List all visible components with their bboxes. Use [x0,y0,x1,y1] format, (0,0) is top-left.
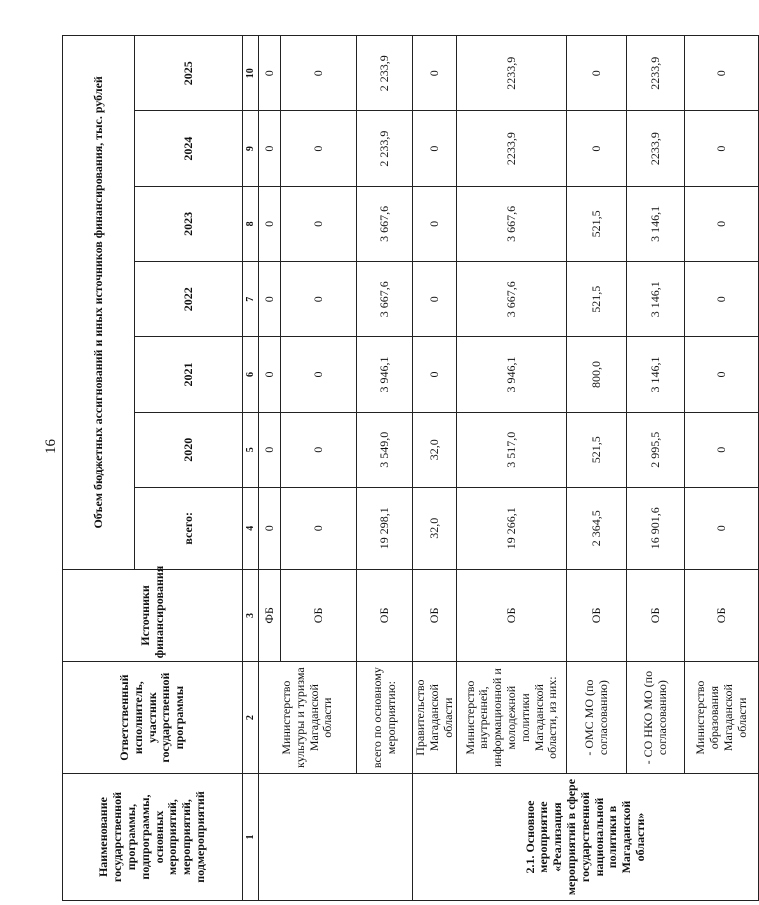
column-number: 2 [243,662,259,774]
source-cell: ОБ [281,569,357,662]
executor-cell: Министерство образования Магаданской области [685,662,759,774]
table-row [413,36,457,901]
value-cell: 0 [685,111,759,186]
value-cell: 0 [413,337,457,412]
value-cell: 0 [685,487,759,569]
value-cell: 32,0 [413,412,457,487]
financing-table [62,35,759,901]
value-cell: 0 [281,36,357,111]
value-cell: 3 517,0 [457,412,567,487]
header-year: 2022 [135,262,243,337]
header-name: Наименование государственной программы, подпрограммы, основных мероприятий, мероприятий, подмероприятий [63,774,243,901]
header-year: 2025 [135,36,243,111]
value-cell: 2 995,5 [627,412,685,487]
source-cell: ОБ [627,569,685,662]
value-cell: 521,5 [567,186,627,261]
value-cell: 3 146,1 [627,337,685,412]
value-cell: 0 [567,111,627,186]
header-year: 2020 [135,412,243,487]
header-funding-group: Объем бюджетных ассигнований и иных источников финансирования, тыс. рублей [63,36,135,570]
header-source: Источники финансирования [63,569,243,662]
value-cell: 0 [685,412,759,487]
value-cell: 0 [413,36,457,111]
value-cell: 2233,9 [627,36,685,111]
value-cell: 2233,9 [457,36,567,111]
column-number: 1 [243,774,259,901]
value-cell: 0 [259,36,281,111]
rotated-table-container [62,35,749,901]
value-cell: 521,5 [567,262,627,337]
value-cell: 0 [413,262,457,337]
column-number: 10 [243,36,259,111]
column-number: 6 [243,337,259,412]
header-executor: Ответственный исполнитель, участник государственной программы [63,662,243,774]
value-cell: 0 [259,337,281,412]
source-cell: ОБ [457,569,567,662]
value-cell: 0 [281,487,357,569]
value-cell: 19 266,1 [457,487,567,569]
value-cell: 2233,9 [457,111,567,186]
table-row [259,36,281,901]
column-number: 5 [243,412,259,487]
value-cell: 0 [281,111,357,186]
executor-cell: Правительство Магаданской области [413,662,457,774]
value-cell: 3 667,6 [457,186,567,261]
value-cell: 0 [259,111,281,186]
value-cell: 0 [259,186,281,261]
source-cell: ФБ [259,569,281,662]
main-activity-label: 2.1. Основное мероприятие «Реализация мероприятий в сфере государственной национальной политики в Магаданской области» [413,774,759,901]
value-cell: 3 146,1 [627,186,685,261]
table-row [627,36,685,901]
page-number: 16 [43,439,59,454]
executor-cell: - СО НКО МО (по согласованию) [627,662,685,774]
header-year: 2024 [135,111,243,186]
value-cell: 0 [281,262,357,337]
source-cell: ОБ [685,569,759,662]
executor-cell: всего по основному мероприятию: [357,662,413,774]
value-cell: 3 667,6 [457,262,567,337]
column-number: 9 [243,111,259,186]
value-cell: 2 364,5 [567,487,627,569]
column-number: 3 [243,569,259,662]
table-row [567,36,627,901]
value-cell: 3 946,1 [357,337,413,412]
header-year: 2023 [135,186,243,261]
value-cell: 0 [685,337,759,412]
executor-cell: Министерство внутренней, информационной и молодежной политики Магаданской области, из них: [457,662,567,774]
column-number: 7 [243,262,259,337]
source-cell: ОБ [357,569,413,662]
value-cell: 3 667,6 [357,186,413,261]
value-cell: 0 [567,36,627,111]
value-cell: 2233,9 [627,111,685,186]
executor-cell: Министерство культуры и туризма Магаданской области [259,662,357,774]
value-cell: 521,5 [567,412,627,487]
value-cell: 0 [281,337,357,412]
executor-cell: - ОМС МО (по согласованию) [567,662,627,774]
value-cell: 0 [259,487,281,569]
value-cell: 3 667,6 [357,262,413,337]
empty-name-cell [259,774,413,901]
value-cell: 2 233,9 [357,111,413,186]
value-cell: 3 549,0 [357,412,413,487]
source-cell: ОБ [413,569,457,662]
value-cell: 800,0 [567,337,627,412]
table-row [457,36,567,901]
value-cell: 0 [685,262,759,337]
header-year: всего: [135,487,243,569]
value-cell: 0 [413,111,457,186]
value-cell: 16 901,6 [627,487,685,569]
value-cell: 0 [685,186,759,261]
value-cell: 0 [413,186,457,261]
value-cell: 32,0 [413,487,457,569]
table-row [685,36,759,901]
value-cell: 0 [281,412,357,487]
value-cell: 19 298,1 [357,487,413,569]
source-cell: ОБ [567,569,627,662]
value-cell: 0 [685,36,759,111]
header-year: 2021 [135,337,243,412]
value-cell: 3 946,1 [457,337,567,412]
value-cell: 2 233,9 [357,36,413,111]
column-number: 8 [243,186,259,261]
value-cell: 0 [259,412,281,487]
table-row [357,36,413,901]
value-cell: 0 [259,262,281,337]
value-cell: 3 146,1 [627,262,685,337]
value-cell: 0 [281,186,357,261]
column-number: 4 [243,487,259,569]
